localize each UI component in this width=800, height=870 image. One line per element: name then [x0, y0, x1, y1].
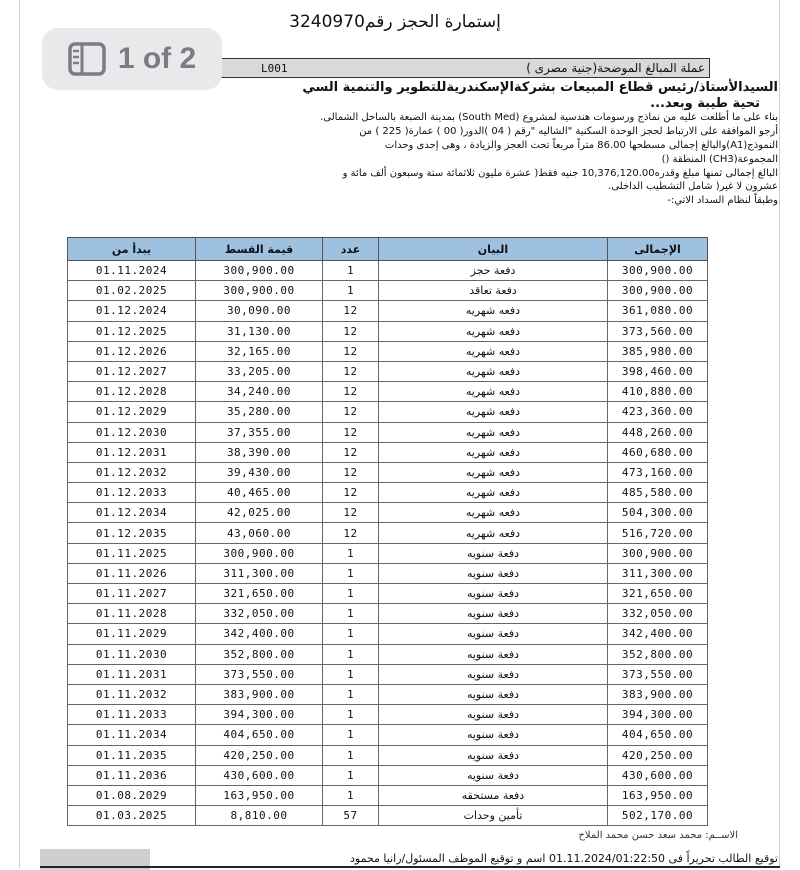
cell-count: 1 — [323, 725, 379, 745]
cell-count: 1 — [323, 281, 379, 301]
paragraph-line: وطبقاً لنظام السداد الاتي:- — [667, 195, 778, 206]
cell-total: 485,580.00 — [608, 483, 708, 503]
greeting-line: تحية طيبة وبعد... — [650, 96, 760, 111]
paragraph-line: المجموعة(CH3) المنطقة () — [661, 154, 778, 165]
cell-count: 1 — [323, 705, 379, 725]
cell-installment-value: 37,355.00 — [196, 422, 323, 442]
cell-installment-value: 42,025.00 — [196, 503, 323, 523]
cell-total: 352,800.00 — [608, 644, 708, 664]
cell-count: 12 — [323, 341, 379, 361]
table-row — [68, 382, 708, 402]
cell-start-date: 01.12.2030 — [68, 422, 196, 442]
cell-start-date: 01.11.2029 — [68, 624, 196, 644]
table-row — [68, 523, 708, 543]
cell-start-date: 01.11.2032 — [68, 684, 196, 704]
cell-count: 12 — [323, 422, 379, 442]
cell-installment-value: 35,280.00 — [196, 402, 323, 422]
cell-installment-value: 373,550.00 — [196, 664, 323, 684]
cell-description: دفعة سنويه — [379, 765, 608, 785]
cell-total: 394,300.00 — [608, 705, 708, 725]
cell-total: 398,460.00 — [608, 361, 708, 381]
cell-total: 404,650.00 — [608, 725, 708, 745]
cell-description: دفعه شهريه — [379, 321, 608, 341]
cell-start-date: 01.12.2035 — [68, 523, 196, 543]
cell-count: 12 — [323, 503, 379, 523]
paragraph-line: النموذج(A1)والبالغ إجمالى مسطحها 86.00 متراً مربعاً تحت العجز والزيادة ، وهى إحدى وحدات — [384, 140, 778, 151]
signature-line: توقيع الطالب تحريراً فى 01.11.2024/01:22:50 اسم و توقيع الموظف المسئول/رانيا محمود — [349, 852, 778, 865]
cell-total: 460,680.00 — [608, 442, 708, 462]
header-total: الإجمالى — [608, 238, 708, 261]
currency-bar — [210, 58, 710, 78]
cell-start-date: 01.12.2028 — [68, 382, 196, 402]
cell-count: 1 — [323, 684, 379, 704]
cell-start-date: 01.11.2034 — [68, 725, 196, 745]
cell-total: 473,160.00 — [608, 462, 708, 482]
cell-installment-value: 311,300.00 — [196, 563, 323, 583]
header-count: عدد — [323, 238, 379, 261]
cell-total: 516,720.00 — [608, 523, 708, 543]
cell-start-date: 01.11.2033 — [68, 705, 196, 725]
cell-start-date: 01.11.2026 — [68, 563, 196, 583]
cell-count: 1 — [323, 785, 379, 805]
applicant-name: الاســم: محمد سعد حسن محمد الملاح — [578, 830, 738, 841]
table-row — [68, 684, 708, 704]
cell-count: 12 — [323, 442, 379, 462]
cell-description: دفعه شهريه — [379, 341, 608, 361]
cell-total: 385,980.00 — [608, 341, 708, 361]
cell-description: دفعه شهريه — [379, 402, 608, 422]
cell-total: 373,560.00 — [608, 321, 708, 341]
table-row — [68, 422, 708, 442]
cell-start-date: 01.03.2025 — [68, 806, 196, 826]
cell-description: دفعه شهريه — [379, 361, 608, 381]
table-row — [68, 604, 708, 624]
header-description: البيان — [379, 238, 608, 261]
table-row — [68, 765, 708, 785]
cell-count: 12 — [323, 483, 379, 503]
cell-description: دفعة سنويه — [379, 624, 608, 644]
cell-installment-value: 383,900.00 — [196, 684, 323, 704]
cell-installment-value: 420,250.00 — [196, 745, 323, 765]
cell-total: 420,250.00 — [608, 745, 708, 765]
cell-start-date: 01.11.2036 — [68, 765, 196, 785]
cell-installment-value: 300,900.00 — [196, 281, 323, 301]
divider — [40, 866, 780, 868]
cell-installment-value: 394,300.00 — [196, 705, 323, 725]
table-row — [68, 503, 708, 523]
cell-count: 1 — [323, 745, 379, 765]
cell-start-date: 01.12.2027 — [68, 361, 196, 381]
cell-start-date: 01.11.2024 — [68, 261, 196, 281]
cell-start-date: 01.11.2027 — [68, 584, 196, 604]
cell-description: دفعة سنويه — [379, 705, 608, 725]
cell-description: دفعة سنويه — [379, 664, 608, 684]
cell-start-date: 01.02.2025 — [68, 281, 196, 301]
cell-total: 300,900.00 — [608, 543, 708, 563]
table-body — [68, 261, 708, 826]
cell-total: 410,880.00 — [608, 382, 708, 402]
table-row — [68, 785, 708, 805]
paragraph-line: أرجو الموافقة على الارتباط لحجز الوحدة السكنية "الشاليه "رقم ( 04 )الدور( 00 ) عمارة( 225 ) من — [359, 126, 778, 137]
cell-description: دفعة سنويه — [379, 584, 608, 604]
cell-description: دفعة حجز — [379, 261, 608, 281]
form-title: إستمارة الحجز رقم3240970 — [289, 12, 501, 32]
cell-count: 1 — [323, 664, 379, 684]
cell-installment-value: 31,130.00 — [196, 321, 323, 341]
paragraph-line: البالغ إجمالى ثمنها مبلغ وقدره10,376,120.00 جنيه فقط( عشرة مليون ثلاثمائة ستة وسبعون ألف مائة و — [342, 168, 778, 179]
cell-description: دفعه شهريه — [379, 462, 608, 482]
paragraph-line: بناء على ما أطلعت عليه من نماذج ورسومات هندسية لمشروع (South Med) بمدينة الضبعة بالساحل الشمالى. — [320, 112, 778, 123]
cell-total: 342,400.00 — [608, 624, 708, 644]
cell-installment-value: 43,060.00 — [196, 523, 323, 543]
cell-total: 361,080.00 — [608, 301, 708, 321]
cell-total: 373,550.00 — [608, 664, 708, 684]
table-row — [68, 483, 708, 503]
cell-description: دفعه شهريه — [379, 483, 608, 503]
table-row — [68, 361, 708, 381]
cell-description: دفعه شهريه — [379, 382, 608, 402]
table-row — [68, 442, 708, 462]
header-start-date: يبدأ من — [68, 238, 196, 261]
cell-installment-value: 34,240.00 — [196, 382, 323, 402]
cell-start-date: 01.12.2031 — [68, 442, 196, 462]
payment-schedule-table — [67, 237, 708, 826]
cell-start-date: 01.11.2030 — [68, 644, 196, 664]
cell-start-date: 01.12.2032 — [68, 462, 196, 482]
currency-code: L001 — [261, 62, 288, 75]
cell-total: 504,300.00 — [608, 503, 708, 523]
cell-total: 311,300.00 — [608, 563, 708, 583]
table-row — [68, 402, 708, 422]
cell-start-date: 01.08.2029 — [68, 785, 196, 805]
cell-description: دفعه شهريه — [379, 422, 608, 442]
cell-description: دفعه شهريه — [379, 301, 608, 321]
table-row — [68, 624, 708, 644]
cell-description: دفعة مستحقه — [379, 785, 608, 805]
cell-total: 502,170.00 — [608, 806, 708, 826]
cell-total: 332,050.00 — [608, 604, 708, 624]
cell-installment-value: 300,900.00 — [196, 261, 323, 281]
table-row — [68, 543, 708, 563]
cell-start-date: 01.12.2024 — [68, 301, 196, 321]
cell-start-date: 01.11.2031 — [68, 664, 196, 684]
cell-start-date: 01.11.2035 — [68, 745, 196, 765]
table-row — [68, 341, 708, 361]
cell-installment-value: 39,430.00 — [196, 462, 323, 482]
document-pages-icon — [68, 42, 106, 76]
cell-count: 1 — [323, 604, 379, 624]
cell-installment-value: 40,465.00 — [196, 483, 323, 503]
cell-installment-value: 430,600.00 — [196, 765, 323, 785]
cell-start-date: 01.11.2025 — [68, 543, 196, 563]
cell-description: دفعة سنويه — [379, 563, 608, 583]
table-row — [68, 462, 708, 482]
cell-start-date: 01.12.2029 — [68, 402, 196, 422]
cell-start-date: 01.12.2025 — [68, 321, 196, 341]
cell-start-date: 01.11.2028 — [68, 604, 196, 624]
cell-description: دفعة تعاقد — [379, 281, 608, 301]
page-indicator-text: 1 of 2 — [117, 42, 197, 75]
cell-count: 12 — [323, 402, 379, 422]
cell-installment-value: 163,950.00 — [196, 785, 323, 805]
cell-count: 12 — [323, 462, 379, 482]
cell-description: دفعة سنويه — [379, 725, 608, 745]
cell-installment-value: 342,400.00 — [196, 624, 323, 644]
cell-total: 163,950.00 — [608, 785, 708, 805]
cell-total: 430,600.00 — [608, 765, 708, 785]
cell-total: 448,260.00 — [608, 422, 708, 442]
cell-installment-value: 8,810.00 — [196, 806, 323, 826]
table-row — [68, 261, 708, 281]
cell-description: تأمين وحدات — [379, 806, 608, 826]
table-row — [68, 664, 708, 684]
header-installment-value: قيمة القسط — [196, 238, 323, 261]
cell-description: دفعة سنويه — [379, 543, 608, 563]
cell-installment-value: 32,165.00 — [196, 341, 323, 361]
cell-total: 300,900.00 — [608, 281, 708, 301]
table-header-row — [68, 238, 708, 261]
table-row — [68, 705, 708, 725]
paragraph-line: عشرون لا غير( شامل التشطيب الداخلى. — [608, 181, 778, 192]
cell-installment-value: 300,900.00 — [196, 543, 323, 563]
cell-description: دفعة سنويه — [379, 684, 608, 704]
table-row — [68, 563, 708, 583]
table-row — [68, 281, 708, 301]
cell-count: 1 — [323, 644, 379, 664]
table-row — [68, 301, 708, 321]
table-row — [68, 745, 708, 765]
cell-count: 12 — [323, 321, 379, 341]
cell-count: 1 — [323, 543, 379, 563]
cell-description: دفعه شهريه — [379, 503, 608, 523]
cell-total: 423,360.00 — [608, 402, 708, 422]
cell-count: 57 — [323, 806, 379, 826]
table-row — [68, 644, 708, 664]
cell-installment-value: 38,390.00 — [196, 442, 323, 462]
currency-label: عملة المبالغ الموضحة(جنية مصرى ) — [526, 61, 705, 75]
cell-count: 12 — [323, 361, 379, 381]
cell-installment-value: 30,090.00 — [196, 301, 323, 321]
cell-installment-value: 352,800.00 — [196, 644, 323, 664]
cell-start-date: 01.12.2026 — [68, 341, 196, 361]
table-row — [68, 806, 708, 826]
cell-count: 12 — [323, 301, 379, 321]
addressee-line: السيدالأستاذ/رئيس قطاع المبيعات بشركةالإسكندريةللتطوير والتنمية السي — [302, 80, 778, 95]
cell-description: دفعة سنويه — [379, 604, 608, 624]
cell-count: 12 — [323, 523, 379, 543]
cell-start-date: 01.12.2033 — [68, 483, 196, 503]
cell-count: 12 — [323, 382, 379, 402]
cell-installment-value: 321,650.00 — [196, 584, 323, 604]
table-row — [68, 584, 708, 604]
cell-count: 1 — [323, 563, 379, 583]
cell-installment-value: 33,205.00 — [196, 361, 323, 381]
table-row — [68, 725, 708, 745]
cell-total: 321,650.00 — [608, 584, 708, 604]
cell-description: دفعه شهريه — [379, 442, 608, 462]
page-indicator — [42, 28, 222, 90]
cell-total: 383,900.00 — [608, 684, 708, 704]
cell-count: 1 — [323, 584, 379, 604]
table-row — [68, 321, 708, 341]
cell-start-date: 01.12.2034 — [68, 503, 196, 523]
cell-count: 1 — [323, 624, 379, 644]
cell-description: دفعة سنويه — [379, 745, 608, 765]
cell-count: 1 — [323, 765, 379, 785]
cell-description: دفعة سنويه — [379, 644, 608, 664]
cell-total: 300,900.00 — [608, 261, 708, 281]
cell-count: 1 — [323, 261, 379, 281]
cell-installment-value: 332,050.00 — [196, 604, 323, 624]
cell-installment-value: 404,650.00 — [196, 725, 323, 745]
cell-description: دفعه شهريه — [379, 523, 608, 543]
